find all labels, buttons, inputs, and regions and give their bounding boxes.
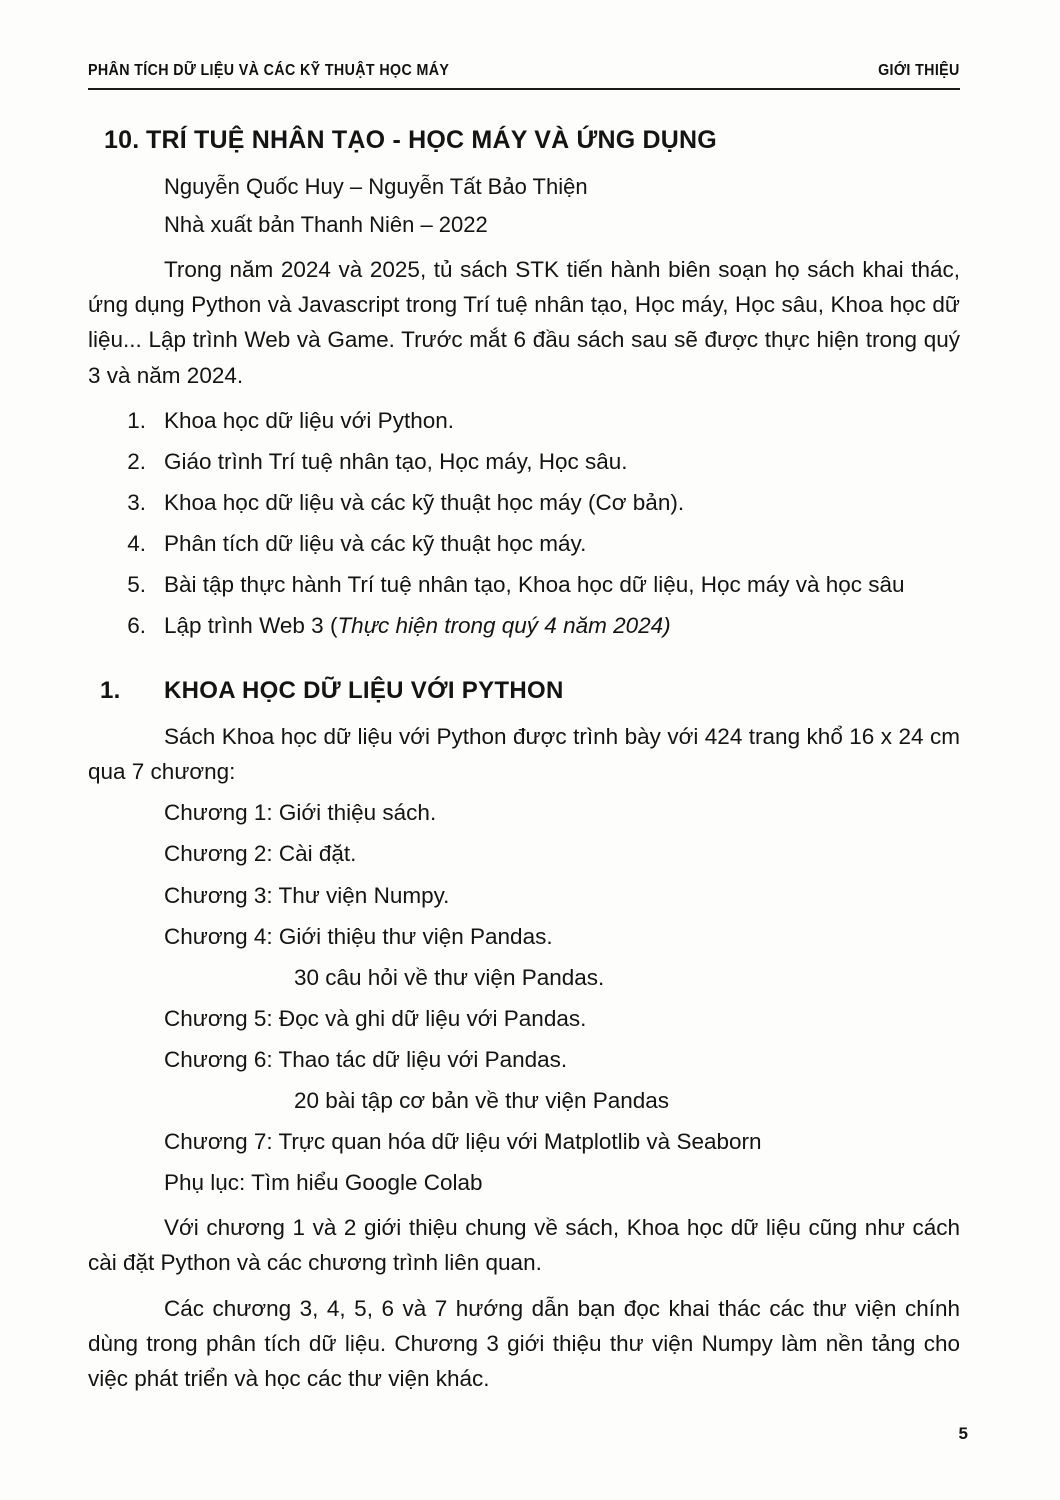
- section-title-text: TRÍ TUỆ NHÂN TẠO - HỌC MÁY VÀ ỨNG DỤNG: [146, 126, 717, 154]
- section-title: [88, 126, 960, 155]
- section-publisher: Nhà xuất bản Thanh Niên – 2022: [164, 211, 488, 237]
- chapter-heading: [88, 677, 960, 705]
- toc-entry: Chương 2: Cài đặt.: [164, 841, 357, 867]
- chapter-number: 1.: [100, 677, 121, 705]
- list-item-label: Lập trình Web 3 (: [164, 613, 338, 639]
- list-item-marker: 3.: [127, 489, 146, 515]
- running-head-left: PHÂN TÍCH DỮ LIỆU VÀ CÁC KỸ THUẬT HỌC MÁY: [88, 62, 450, 79]
- toc-entry: Chương 4: Giới thiệu thư viện Pandas.: [164, 923, 553, 949]
- toc-entry: Chương 1: Giới thiệu sách.: [164, 800, 437, 826]
- list-item: [88, 485, 960, 520]
- list-item: [88, 444, 960, 479]
- section-authors: Nguyễn Quốc Huy – Nguyễn Tất Bảo Thiện: [164, 174, 588, 199]
- running-head: [88, 62, 960, 80]
- list-item-label: Bài tập thực hành Trí tuệ nhân tạo, Khoa học dữ liệu, Học máy và học sâu: [164, 572, 905, 597]
- list-item-marker: 2.: [127, 448, 146, 474]
- toc-entry: Chương 3: Thư viện Numpy.: [164, 882, 450, 908]
- list-item-label: Khoa học dữ liệu với Python.: [164, 407, 454, 433]
- page-content: [88, 126, 960, 1396]
- list-item: [88, 526, 960, 561]
- list-item-italic: Thực hiện trong quý 4 năm 2024): [337, 613, 671, 639]
- chapter-paragraph-1: Với chương 1 và 2 giới thiệu chung về sách, Khoa học dữ liệu cũng như cách cài đặt Python và các chương trình liên quan.: [88, 1215, 960, 1276]
- list-item: [88, 608, 960, 643]
- list-item-label: Giáo trình Trí tuệ nhân tạo, Học máy, Học sâu.: [164, 448, 628, 474]
- chapter-toc: [88, 795, 960, 1200]
- list-item-label: Khoa học dữ liệu và các kỹ thuật học máy (Cơ bản).: [164, 489, 685, 515]
- chapter-title: KHOA HỌC DỮ LIỆU VỚI PYTHON: [164, 677, 564, 705]
- list-item-label: Phân tích dữ liệu và các kỹ thuật học máy.: [164, 530, 587, 556]
- toc-entry: Chương 6: Thao tác dữ liệu với Pandas.: [164, 1046, 568, 1072]
- section-number: 10.: [104, 126, 140, 154]
- toc-entry: Chương 7: Trực quan hóa dữ liệu với Matplotlib và Seaborn: [164, 1129, 762, 1155]
- toc-entry: 20 bài tập cơ bản về thư viện Pandas: [294, 1088, 670, 1114]
- toc-entry: Phụ lục: Tìm hiểu Google Colab: [164, 1170, 483, 1196]
- list-item-marker: 1.: [127, 407, 146, 433]
- header-rule: [88, 88, 960, 90]
- list-item: [88, 567, 960, 602]
- list-item: [88, 403, 960, 438]
- page-number: 5: [958, 1424, 968, 1443]
- chapter-intro-paragraph: Sách Khoa học dữ liệu với Python được trình bày với 424 trang khổ 16 x 24 cm qua 7 chương:: [88, 724, 960, 785]
- toc-entry: 30 câu hỏi về thư viện Pandas.: [294, 964, 605, 990]
- toc-entry: Chương 5: Đọc và ghi dữ liệu với Pandas.: [164, 1005, 587, 1031]
- book-list: [88, 403, 960, 644]
- running-head-right: GIỚI THIỆU: [878, 62, 960, 79]
- section-intro-paragraph: Trong năm 2024 và 2025, tủ sách STK tiến hành biên soạn họ sách khai thác, ứng dụng Python và Javascript trong Trí tuệ nhân tạo, Học máy, Học sâu, Khoa học dữ liệu... Lập trình Web và Game. Trước mắt 6 đầu sách sau sẽ được thực hiện trong quý 3 và năm 2024.: [88, 257, 960, 388]
- list-item-marker: 6.: [127, 613, 146, 639]
- list-item-marker: 4.: [127, 530, 146, 556]
- chapter-paragraph-2: Các chương 3, 4, 5, 6 và 7 hướng dẫn bạn đọc khai thác các thư viện chính dùng trong phân tích dữ liệu. Chương 3 giới thiệu thư viện Numpy làm nền tảng cho việc phát triển và học các thư viện khác.: [88, 1295, 960, 1391]
- list-item-marker: 5.: [127, 572, 146, 597]
